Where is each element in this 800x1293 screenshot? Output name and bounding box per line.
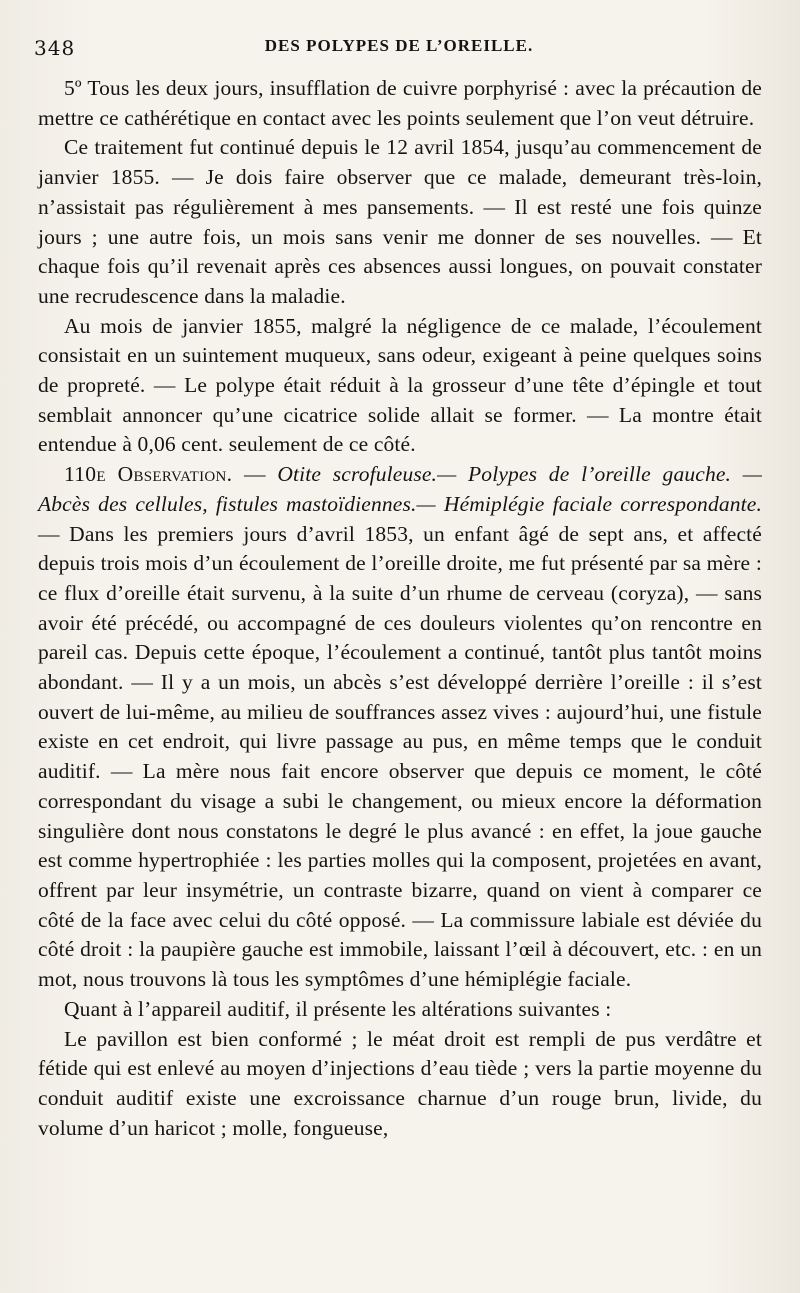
page-number: 348 xyxy=(34,36,76,60)
observation-title: Otite scrofuleuse.— Polypes de l’oreille gauche. — Abcès des cellules, fistules mastoïdiennes.— Hémiplégie faciale correspondante. xyxy=(38,462,763,516)
observation-text: — Dans les premiers jours d’avril 1853, un enfant âgé de sept ans, et affecté depuis trois mois d’un écoulement de l’oreille droite, me fut présenté par sa mère : ce flux d’oreille était survenu, à la suite d’un rhume de cerveau (coryza), — sans avoir été précédé, ou accompagné de ces douleurs violentes qu’on rencontre en pareil cas. Depuis cette époque, l’écoulement a continué, tantôt plus tantôt moins abondant. — Il y a un mois, un abcès s’est développé derrière l’oreille : il s’est ouvert de lui-même, au milieu de souffrances assez vives : aujourd’hui, une fistule existe en cet endroit, qui livre passage au pus, en même temps que le conduit auditif. — La mère nous fait encore observer que depuis ce moment, le côté correspondant du visage a subi le changement, ou mieux encore la déformation singulière dont nous constatons le degré le plus avancé : en effet, la joue gauche est comme hypertrophiée : les parties molles qui la composent, projetées en avant, offrent par leur insymétrie, un contraste bizarre, quand on vient à comparer ce côté de la face avec celui du côté opposé. — La commissure labiale est déviée du côté droit : la paupière gauche est immobile, laissant l’œil à découvert, etc. : en un mot, nous trouvons là tous les symptômes d’une hémiplégie faciale. xyxy=(38,521,762,992)
paragraph-auditory-intro: Quant à l’appareil auditif, il présente les altérations suivantes : xyxy=(64,996,612,1021)
page-header xyxy=(34,30,764,60)
page-body xyxy=(38,74,762,1143)
observation-paragraph xyxy=(38,460,762,995)
running-title: DES POLYPES DE L’OREILLE. xyxy=(264,36,534,55)
paragraph-auditory-findings: Le pavillon est bien conformé ; le méat droit est rempli de pus verdâtre et fétide qui est enlevé au moyen d’injections d’eau tiède ; vers la partie moyenne du conduit auditif existe une excroissance charnue d’un rouge brun, livide, du volume d’un haricot ; molle, fongueuse, xyxy=(38,1026,762,1140)
paragraph-treatment-step: 5º Tous les deux jours, insufflation de cuivre porphyrisé : avec la précaution de mettre ce cathérétique en contact avec les points seulement que l’on veut détruire. xyxy=(38,76,762,130)
paragraph-january-status: Au mois de janvier 1855, malgré la négligence de ce malade, l’écoulement consistait en un suintement muqueux, sans odeur, exigeant à peine quelques soins de propreté. — Le polype était réduit à la grosseur d’une tête d’épingle et tout semblait annoncer qu’une cicatrice solide allait se former. — La montre était entendue à 0,06 cent. seulement de ce côté. xyxy=(38,313,762,457)
observation-dash: — xyxy=(232,462,278,487)
paragraph-treatment-course: Ce traitement fut continué depuis le 12 avril 1854, jusqu’au commencement de janvier 1855. — Je dois faire observer que ce malade, demeurant très-loin, n’assistait pas régulièrement à mes pansements. — Il est resté une fois quinze jours ; une autre fois, un mois sans venir me donner de ses nouvelles. — Et chaque fois qu’il revenait après ces absences aussi longues, on pouvait constater une recrudescence dans la maladie. xyxy=(38,135,762,308)
observation-heading: 110e Observation. xyxy=(64,462,233,487)
